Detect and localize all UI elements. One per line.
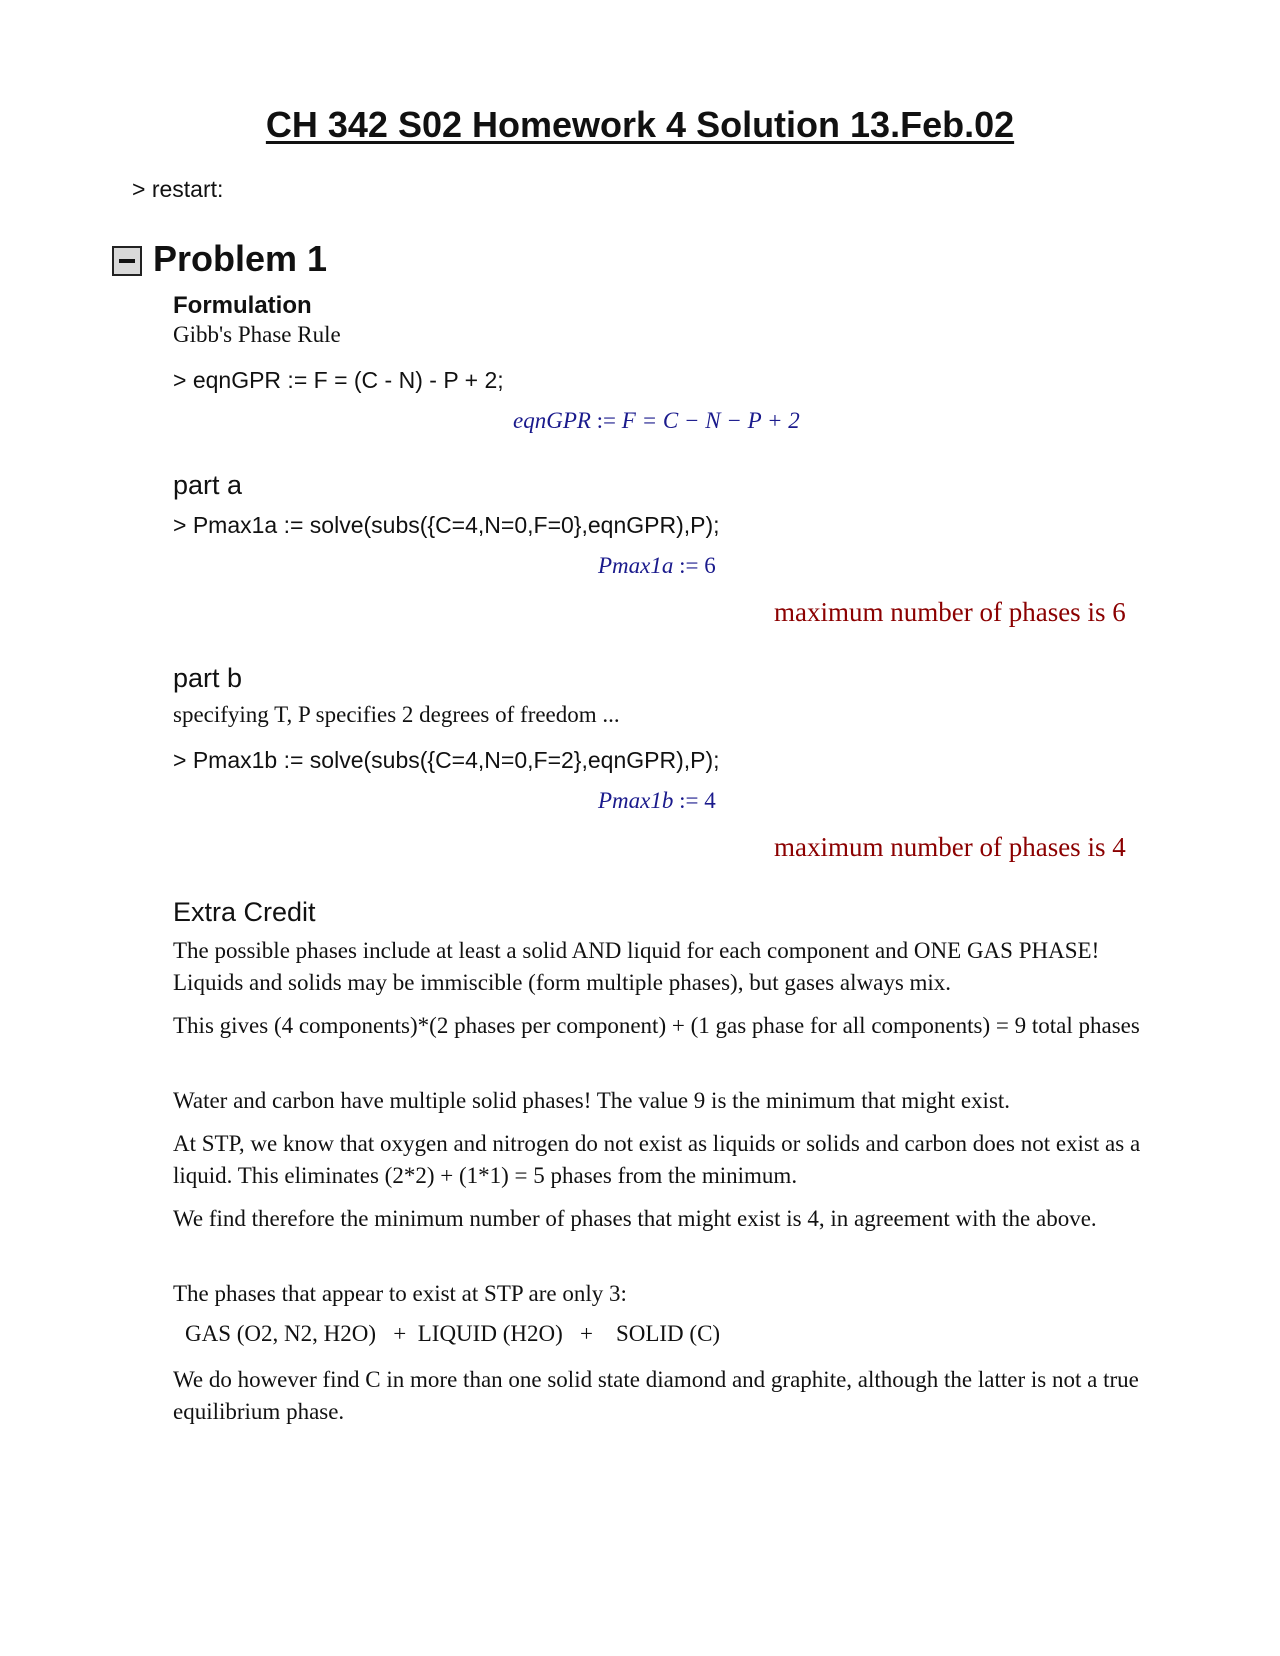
part-a-heading: part a <box>173 470 243 500</box>
pmax1b-command[interactable]: > Pmax1b := solve(subs({C=4,N=0,F=2},eqnGPR),P); <box>173 747 720 773</box>
problem-1-heading: Problem 1 <box>153 238 328 279</box>
formulation-heading: Formulation <box>173 292 312 319</box>
extra-credit-paragraph-2: This gives (4 components)*(2 phases per component) + (1 gas phase for all components) = 9 total phases <box>173 1013 1140 1038</box>
eqn-gpr-output-assign: := <box>590 408 622 433</box>
pmax1a-output-name: Pmax1a <box>598 553 674 578</box>
extra-credit-paragraph-4: At STP, we know that oxygen and nitrogen do not exist as liquids or solids and carbon does not exist as a liquid. This eliminates (2*2) + (1*1) = 5 phases from the minimum. <box>173 1131 1141 1188</box>
part-b-note: maximum number of phases is 4 <box>774 832 1126 862</box>
pmax1b-output-name: Pmax1b <box>598 788 674 813</box>
pmax1a-output-value: := 6 <box>673 553 716 578</box>
extra-credit-paragraph-3: Water and carbon have multiple solid phases! The value 9 is the minimum that might exist. <box>173 1088 1011 1113</box>
pmax1b-output <box>598 788 716 814</box>
eqn-gpr-output-rhs: F = C − N − P + 2 <box>621 408 800 433</box>
page-title: CH 342 S02 Homework 4 Solution 13.Feb.02 <box>265 104 1015 145</box>
section-collapse-toggle[interactable] <box>112 246 142 276</box>
extra-credit-heading: Extra Credit <box>173 897 316 927</box>
pmax1b-output-value: := 4 <box>673 788 716 813</box>
eqn-gpr-output-lhs: eqnGPR <box>513 408 591 433</box>
part-b-text: specifying T, P specifies 2 degrees of freedom ... <box>173 702 620 727</box>
eqn-gpr-command[interactable]: > eqnGPR := F = (C - N) - P + 2; <box>173 367 504 393</box>
extra-credit-paragraph-7: We do however find C in more than one solid state diamond and graphite, although the latter is not a true equilibrium phase. <box>173 1367 1139 1424</box>
pmax1a-command[interactable]: > Pmax1a := solve(subs({C=4,N=0,F=0},eqnGPR),P); <box>173 512 720 538</box>
extra-credit-paragraph-6: The phases that appear to exist at STP are only 3: <box>173 1281 627 1306</box>
pmax1a-output <box>598 553 716 579</box>
part-a-note: maximum number of phases is 6 <box>774 597 1126 627</box>
restart-command[interactable]: > restart: <box>132 176 224 202</box>
gibbs-phase-rule-label: Gibb's Phase Rule <box>173 322 341 347</box>
eqn-gpr-output <box>513 408 800 434</box>
part-b-heading: part b <box>173 663 243 693</box>
extra-credit-paragraph-1: The possible phases include at least a solid AND liquid for each component and ONE GAS PHASE! Liquids and solids may be immiscible (form multiple phases), but gases always mix. <box>173 938 1100 995</box>
extra-credit-paragraph-5: We find therefore the minimum number of phases that might exist is 4, in agreement with the above. <box>173 1206 1097 1231</box>
phases-line: GAS (O2, N2, H2O) + LIQUID (H2O) + SOLID (C) <box>185 1321 721 1346</box>
